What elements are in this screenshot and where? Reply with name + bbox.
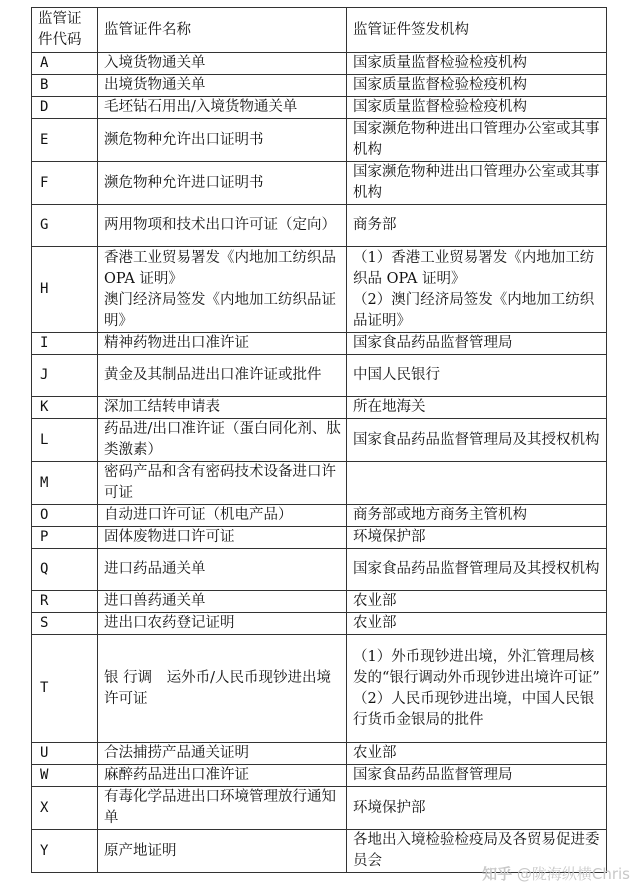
row-code: I <box>32 333 98 355</box>
row-code: Q <box>32 549 98 591</box>
row-code: W <box>32 765 98 787</box>
table-row <box>32 743 607 765</box>
row-issuer: 国家濒危物种进出口管理办公室或其事机构 <box>347 119 607 162</box>
row-issuer <box>347 462 607 505</box>
row-issuer: 商务部 <box>347 205 607 247</box>
row-name: 有毒化学品进出口环境管理放行通知单 <box>98 787 347 830</box>
table-row <box>32 527 607 549</box>
row-name: 药品进/出口准许证（蛋白同化剂、肽类激素） <box>98 419 347 462</box>
row-code: S <box>32 613 98 635</box>
regulatory-document-table <box>31 7 607 873</box>
row-code: P <box>32 527 98 549</box>
row-issuer: 国家食品药品监督管理局及其授权机构 <box>347 419 607 462</box>
row-issuer: 所在地海关 <box>347 397 607 419</box>
table-row <box>32 205 607 247</box>
row-code: J <box>32 355 98 397</box>
row-code: E <box>32 119 98 162</box>
row-name: 麻醉药品进出口准许证 <box>98 765 347 787</box>
table-row <box>32 419 607 462</box>
table-row <box>32 505 607 527</box>
table-row <box>32 787 607 830</box>
watermark-author: @陇海纵横Chris <box>516 865 630 883</box>
row-code: R <box>32 591 98 613</box>
row-issuer: 国家质量监督检验检疫机构 <box>347 75 607 97</box>
row-issuer: 国家质量监督检验检疫机构 <box>347 53 607 75</box>
row-issuer: 商务部或地方商务主管机构 <box>347 505 607 527</box>
row-code: L <box>32 419 98 462</box>
row-name: 两用物项和技术出口许可证（定向） <box>98 205 347 247</box>
row-code: Y <box>32 830 98 873</box>
row-name: 进口兽药通关单 <box>98 591 347 613</box>
row-name: 固体废物进口许可证 <box>98 527 347 549</box>
table-row <box>32 765 607 787</box>
row-issuer: 中国人民银行 <box>347 355 607 397</box>
header-issuer: 监管证件签发机构 <box>347 8 607 53</box>
row-issuer: 环境保护部 <box>347 527 607 549</box>
row-name: 自动进口许可证（机电产品） <box>98 505 347 527</box>
table-row <box>32 162 607 205</box>
row-name: 精神药物进出口准许证 <box>98 333 347 355</box>
row-name: 出境货物通关单 <box>98 75 347 97</box>
table-row <box>32 613 607 635</box>
row-name: 合法捕捞产品通关证明 <box>98 743 347 765</box>
row-name: 银 行调 运外币/人民币现钞进出境许可证 <box>98 635 347 743</box>
row-issuer: 国家食品药品监督管理局 <box>347 765 607 787</box>
watermark <box>482 863 630 884</box>
row-code: T <box>32 635 98 743</box>
table-row <box>32 355 607 397</box>
row-code: A <box>32 53 98 75</box>
row-name: 入境货物通关单 <box>98 53 347 75</box>
table-row <box>32 635 607 743</box>
row-name: 深加工结转申请表 <box>98 397 347 419</box>
row-issuer: 国家食品药品监督管理局及其授权机构 <box>347 549 607 591</box>
row-issuer: 各地出入境检验检疫局及各贸易促进委员会 <box>347 830 607 873</box>
row-issuer: 国家质量监督检验检疫机构 <box>347 97 607 119</box>
row-code: O <box>32 505 98 527</box>
table-row <box>32 462 607 505</box>
row-issuer: 农业部 <box>347 743 607 765</box>
row-code: B <box>32 75 98 97</box>
row-name: 原产地证明 <box>98 830 347 873</box>
row-issuer: 农业部 <box>347 591 607 613</box>
row-name: 密码产品和含有密码技术设备进口许可证 <box>98 462 347 505</box>
table-row <box>32 333 607 355</box>
header-name: 监管证件名称 <box>98 8 347 53</box>
table-body <box>32 53 607 873</box>
row-name: 濒危物种允许出口证明书 <box>98 119 347 162</box>
row-name: 进口药品通关单 <box>98 549 347 591</box>
row-issuer: 国家食品药品监督管理局 <box>347 333 607 355</box>
row-issuer: 环境保护部 <box>347 787 607 830</box>
row-code: D <box>32 97 98 119</box>
row-name: 进出口农药登记证明 <box>98 613 347 635</box>
row-issuer: 农业部 <box>347 613 607 635</box>
table-row <box>32 549 607 591</box>
watermark-brand: 知乎 <box>482 865 513 883</box>
row-code: F <box>32 162 98 205</box>
row-name: 毛坯钻石用出/入境货物通关单 <box>98 97 347 119</box>
row-name: 香港工业贸易署发《内地加工纺织品 OPA 证明》 澳门经济局签发《内地加工纺织品证明》 <box>98 247 347 333</box>
row-code: U <box>32 743 98 765</box>
row-code: G <box>32 205 98 247</box>
table-row <box>32 397 607 419</box>
table-row <box>32 247 607 333</box>
table-header-row <box>32 8 607 53</box>
row-issuer: 国家濒危物种进出口管理办公室或其事机构 <box>347 162 607 205</box>
row-name: 濒危物种允许进口证明书 <box>98 162 347 205</box>
row-code: K <box>32 397 98 419</box>
table-row <box>32 97 607 119</box>
row-code: M <box>32 462 98 505</box>
table-row <box>32 119 607 162</box>
table-row <box>32 53 607 75</box>
row-code: X <box>32 787 98 830</box>
row-name: 黄金及其制品进出口准许证或批件 <box>98 355 347 397</box>
row-code: H <box>32 247 98 333</box>
table-row <box>32 75 607 97</box>
row-issuer: （1）香港工业贸易署发《内地加工纺织品 OPA 证明》 （2）澳门经济局签发《内地加工纺织品证明》 <box>347 247 607 333</box>
table-row <box>32 591 607 613</box>
header-code: 监管证件代码 <box>32 8 98 53</box>
row-issuer: （1）外币现钞进出境，外汇管理局核发的“银行调动外币现钞进出境许可证” （2）人民币现钞进出境，中国人民银行货币金银局的批件 <box>347 635 607 743</box>
